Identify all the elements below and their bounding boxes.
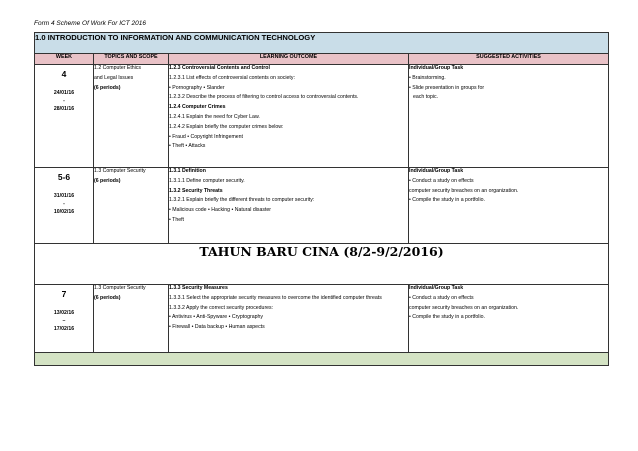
topic-line: 1.3 Computer Security bbox=[94, 168, 146, 174]
outcome-line: 1.3.2.1 Explain briefly the different threats to computer security: bbox=[169, 197, 315, 204]
outcome-line: • Theft bbox=[169, 216, 184, 223]
activity-line: computer security breaches on an organization. bbox=[409, 304, 519, 311]
footer-band bbox=[35, 353, 609, 366]
week-number: 7 bbox=[61, 289, 67, 299]
activity-line: • Slide presentation in groups for bbox=[409, 84, 485, 91]
outcome-line: 1.2.4 Computer Crimes bbox=[169, 104, 226, 111]
outcome-line: • Antivirus • Anti-Spyware • Cryptography bbox=[169, 314, 263, 321]
activity-line: • Compile the study in a portfolio. bbox=[409, 197, 485, 204]
outcome-cell bbox=[169, 285, 409, 353]
week-date: - bbox=[63, 201, 65, 207]
activity-line: • Compile the study in a portfolio. bbox=[409, 314, 485, 321]
scheme-of-work-table bbox=[34, 32, 609, 366]
outcome-line: 1.3.2 Security Threats bbox=[169, 187, 223, 194]
outcome-line: • Fraud • Copyright Infringement bbox=[169, 133, 243, 140]
outcome-line: • Malicious code • Hacking • Natural disaster bbox=[169, 207, 272, 214]
topic-line: 1.3 Computer Security bbox=[94, 285, 146, 291]
week-cell bbox=[35, 168, 94, 244]
activities-cell bbox=[409, 65, 609, 168]
section-title: 1.0 INTRODUCTION TO INFORMATION AND COMMUNICATION TECHNOLOGY bbox=[35, 33, 609, 54]
week-date: - bbox=[63, 98, 65, 104]
topic-line: (6 periods) bbox=[94, 294, 121, 301]
outcome-line: 1.3.1 Definition bbox=[169, 168, 206, 174]
topic-cell bbox=[94, 168, 169, 244]
week-date: 17/02/16 bbox=[53, 326, 75, 332]
activity-line: Individual/Group Task bbox=[409, 285, 464, 291]
activity-line: Individual/Group Task bbox=[409, 65, 464, 71]
table-row bbox=[35, 285, 609, 353]
week-date: – bbox=[62, 318, 66, 324]
column-header-activities: SUGGESTED ACTIVITIES bbox=[409, 54, 609, 65]
document-header: Form 4 Scheme Of Work For ICT 2016 bbox=[34, 20, 146, 27]
topic-line: 1.2 Computer Ethics bbox=[94, 65, 141, 71]
table-row bbox=[35, 168, 609, 244]
activity-line: each topic. bbox=[413, 94, 439, 101]
outcome-line: • Firewall • Data backup • Human aspects bbox=[169, 324, 265, 331]
outcome-line: 1.3.1.1 Define computer security. bbox=[169, 177, 245, 184]
outcome-line: 1.3.3.2 Apply the correct security procedures: bbox=[169, 304, 274, 311]
week-cell bbox=[35, 285, 94, 353]
activity-line: • Conduct a study on effects bbox=[409, 177, 474, 184]
topic-line: (6 periods) bbox=[94, 84, 121, 91]
holiday-banner: TAHUN BARU CINA (8/2-9/2/2016) bbox=[35, 244, 609, 285]
outcome-cell bbox=[169, 65, 409, 168]
week-date: 28/01/16 bbox=[53, 106, 75, 112]
activity-line: Individual/Group Task bbox=[409, 168, 464, 174]
week-number: 4 bbox=[61, 69, 67, 79]
topic-cell bbox=[94, 65, 169, 168]
week-cell bbox=[35, 65, 94, 168]
outcome-line: 1.2.3.1 List effects of controversial contents on society: bbox=[169, 74, 295, 81]
outcome-line: 1.2.4.2 Explain briefly the computer crimes below: bbox=[169, 123, 284, 130]
outcome-line: • Pornography • Slander bbox=[169, 84, 225, 91]
activity-line: computer security breaches on an organization. bbox=[409, 187, 519, 194]
week-number: 5-6 bbox=[57, 172, 71, 182]
week-date: 13/02/16 bbox=[53, 310, 75, 316]
week-date: 24/01/16 bbox=[53, 90, 75, 96]
outcome-line: 1.3.3.1 Select the appropriate security measures to overcome the identified computer threats bbox=[169, 294, 382, 301]
activities-cell bbox=[409, 285, 609, 353]
week-date: 31/01/16 bbox=[53, 193, 75, 199]
topic-line: (6 periods) bbox=[94, 177, 121, 184]
outcome-line: • Theft • Attacks bbox=[169, 143, 206, 150]
week-date: 10/02/16 bbox=[53, 209, 75, 215]
activity-line: • Brainstorming. bbox=[409, 74, 446, 81]
activities-cell bbox=[409, 168, 609, 244]
column-header-week: WEEK bbox=[35, 54, 94, 65]
column-header-topics: TOPICS AND SCOPE bbox=[94, 54, 169, 65]
topic-cell bbox=[94, 285, 169, 353]
outcome-line: 1.2.3 Controversial Contents and Control bbox=[169, 65, 270, 71]
outcome-line: 1.3.3 Security Measures bbox=[169, 285, 228, 291]
column-header-outcome: LEARNING OUTCOME bbox=[169, 54, 409, 65]
topic-line: and Legal Issues bbox=[94, 74, 134, 81]
activity-line: • Conduct a study on effects bbox=[409, 294, 474, 301]
outcome-line: 1.2.4.1 Explain the need for Cyber Law. bbox=[169, 113, 260, 120]
table-row bbox=[35, 65, 609, 168]
outcome-line: 1.2.3.2 Describe the process of filtering to control access to controversial contents. bbox=[169, 94, 359, 101]
outcome-cell bbox=[169, 168, 409, 244]
